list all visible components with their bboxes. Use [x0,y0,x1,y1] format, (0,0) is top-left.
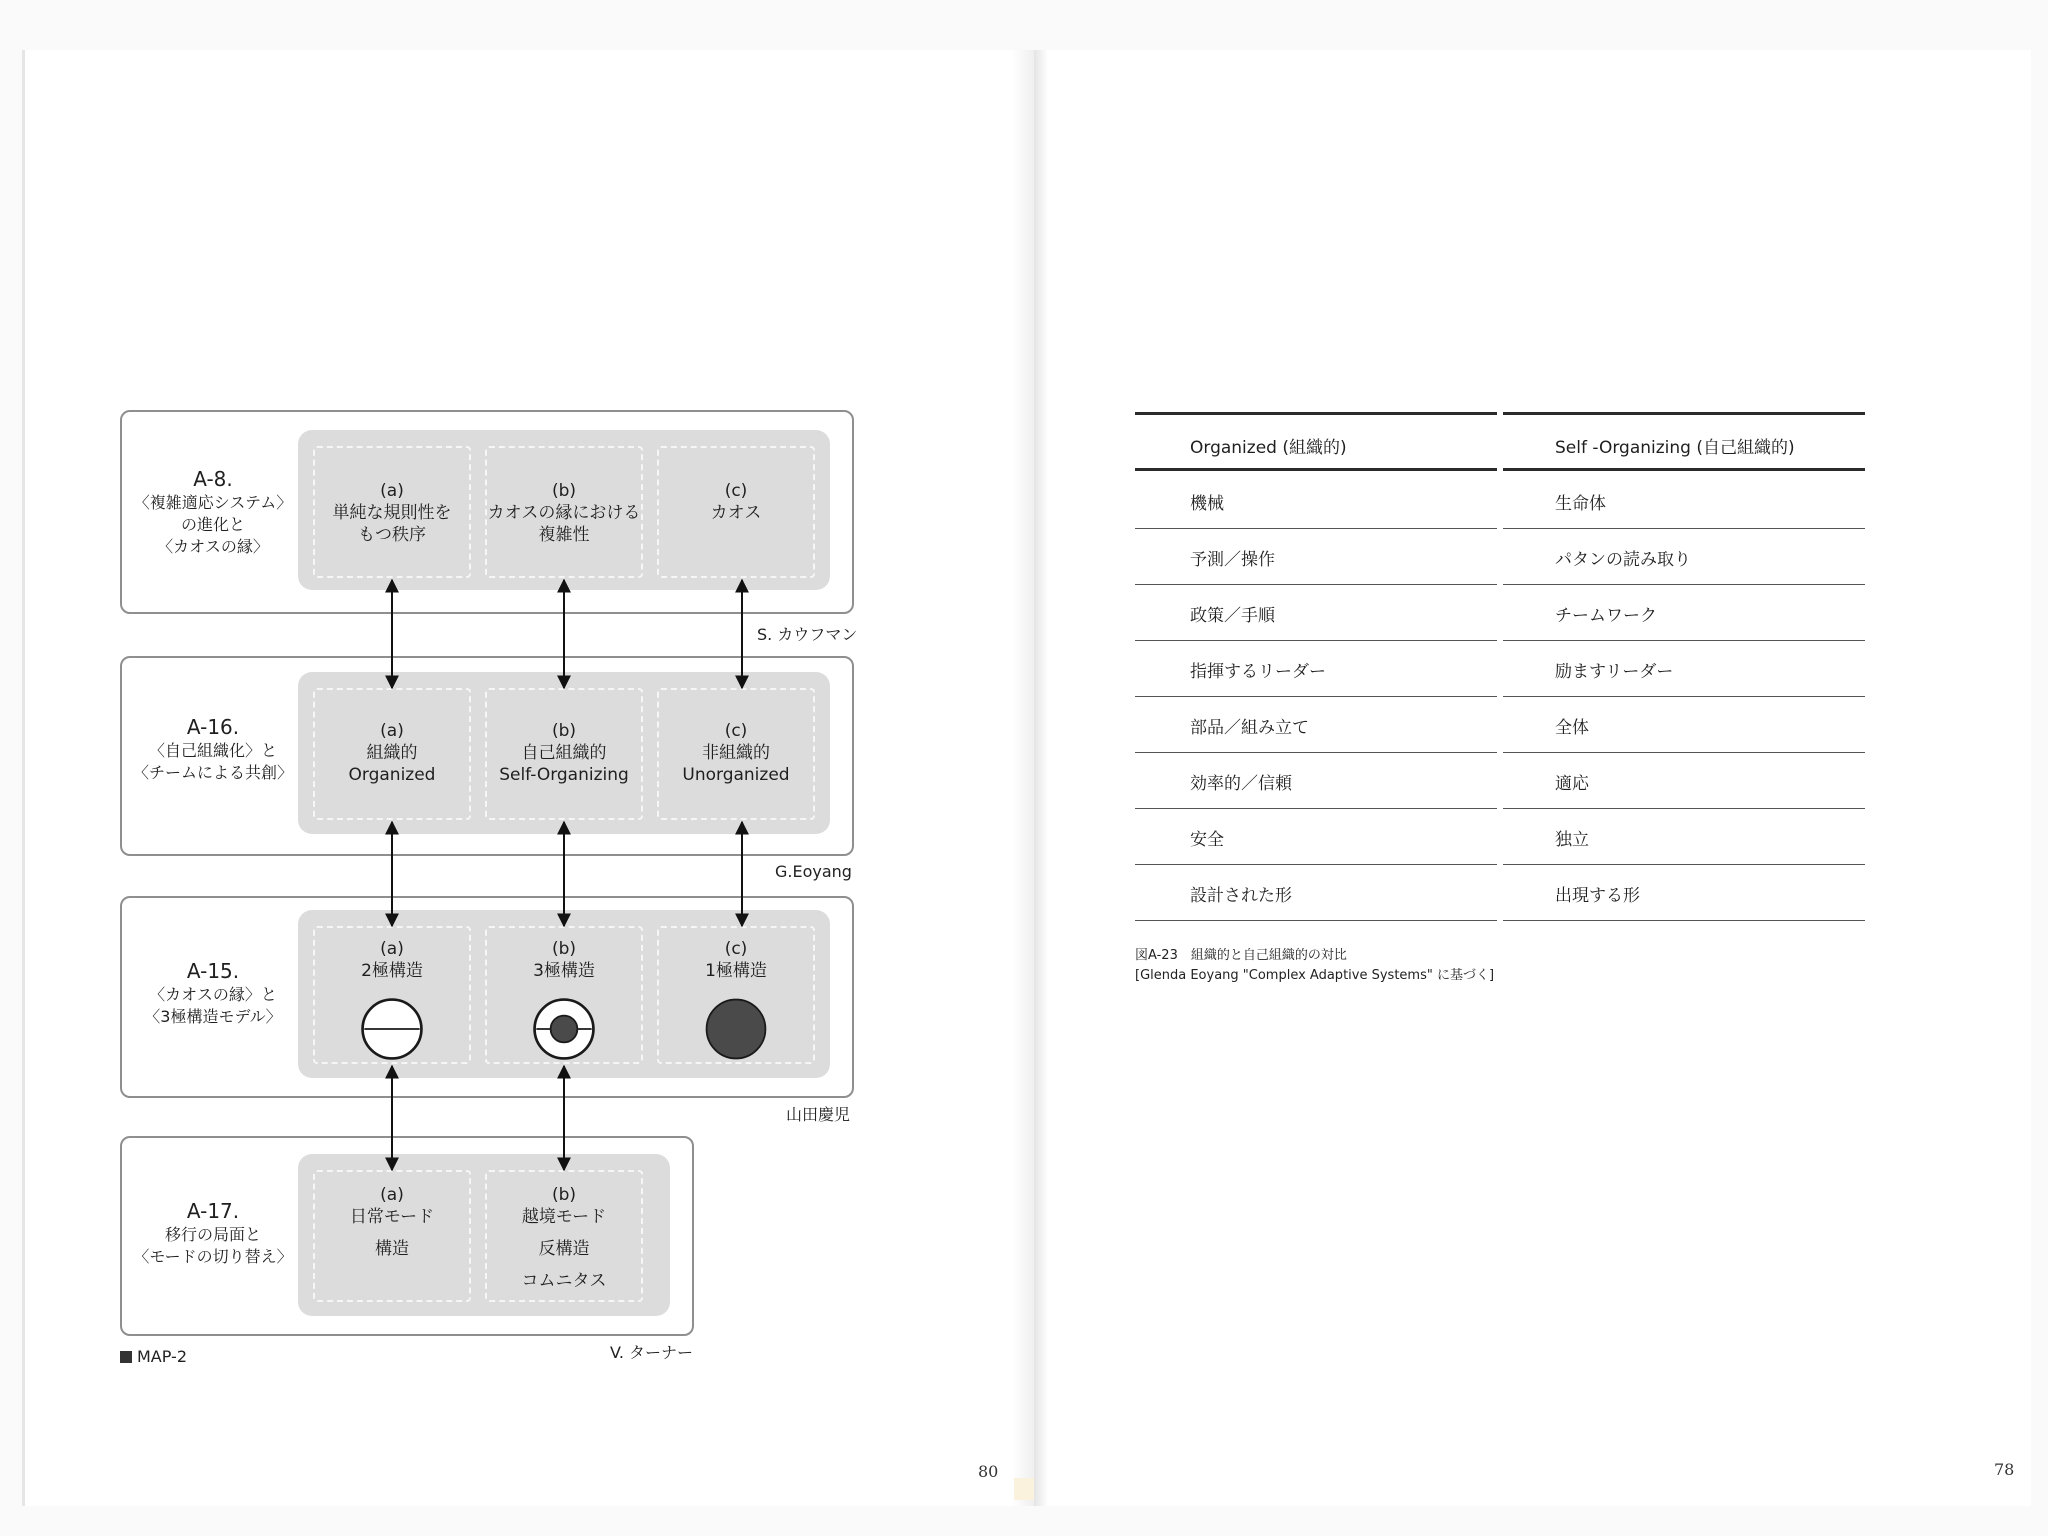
gutter-shadow-right [1034,50,1048,1506]
connector-arrows [0,0,1010,1456]
table-top-rule-col2 [1503,412,1865,415]
cell-text: 複雑性 [538,525,590,545]
table-cell: パタンの読み取り [1555,550,1691,570]
table-cell: 励ますリーダー [1555,662,1674,682]
square-bullet-icon [120,1351,132,1363]
table-cell: 独立 [1555,830,1589,850]
row-title-line: 〈3極構造モデル〉 [144,1007,282,1026]
credit-a17: V. ターナー [610,1343,694,1362]
cell-text: 越境モード [521,1207,607,1227]
cell-text: もつ秩序 [358,525,426,545]
cell-key: (c) [724,721,748,741]
cell-text: 2極構造 [361,961,423,981]
table-row [1135,808,1865,864]
table-row [1135,864,1865,920]
gutter-mark [1014,1478,1034,1500]
table-row [1135,528,1865,584]
row-code: A-8. [193,467,233,491]
row-title-line: 〈チームによる共創〉 [132,763,293,782]
table-cell: チームワーク [1555,606,1657,626]
cell-key: (c) [724,939,748,959]
cell-text: Organized [348,765,436,785]
cell-text: カオスの縁における [487,503,641,523]
table-row [1135,584,1865,640]
caption-title: 図A-23 組織的と自己組織的の対比 [1135,948,1347,963]
cell-key: (a) [380,939,404,959]
cell-text: 反構造 [538,1239,590,1259]
cell-key: (a) [380,481,404,501]
table-header-row [1135,416,1865,472]
page-number-right: 78 [1994,1460,2015,1479]
table-row [1135,472,1865,528]
row-title-line: 〈カオスの縁〉と [149,985,277,1004]
table-cell: 設計された形 [1190,886,1292,906]
table-cell: 指揮するリーダー [1190,662,1326,682]
map-label [120,1347,187,1366]
row-title-line: 〈モードの切り替え〉 [133,1247,293,1266]
table-cell: 出現する形 [1555,886,1640,906]
cell-key: (b) [551,939,577,959]
table-cell: 全体 [1555,718,1589,738]
cell-text: 組織的 [366,743,418,763]
cell-text: Self-Organizing [499,765,629,785]
row-title-line: の進化と [180,515,245,534]
cell-key: (b) [551,721,577,741]
table-cell: 政策／手順 [1190,606,1275,626]
cell-text: 構造 [375,1239,409,1259]
credit-a15: 山田慶児 [786,1105,851,1124]
table-header-rule-col2 [1503,468,1865,471]
table-row [1135,696,1865,752]
cell-text: カオス [710,503,762,523]
table-cell: 部品／組み立て [1190,718,1309,738]
row-title-line: 〈自己組織化〉と [148,741,277,760]
table-cell: 効率的／信頼 [1190,774,1292,794]
row-code: A-16. [186,715,240,739]
row-code: A-17. [186,1199,240,1223]
table-top-rule-col1 [1135,412,1497,415]
row-code: A-15. [186,959,240,983]
cell-text: 非組織的 [702,743,770,763]
table-cell: 生命体 [1555,494,1606,514]
cell-key: (b) [551,481,577,501]
cell-text: 3極構造 [533,961,595,981]
cell-text: 日常モード [349,1207,435,1227]
table-bottom-rule [1503,920,1865,921]
cell-text: コムニタス [521,1271,607,1291]
caption-source: [Glenda Eoyang "Complex Adaptive Systems" に基づく] [1135,968,1495,983]
table-header-organized: Organized (組織的) [1190,438,1347,458]
credit-a8: S. カウフマン [757,625,858,644]
table-row [1135,752,1865,808]
cell-text: 自己組織的 [521,743,607,763]
table-cell: 機械 [1190,494,1224,514]
credit-a16: G.Eoyang [775,862,852,881]
page-number-left: 80 [978,1462,999,1481]
table-header-self-organizing: Self -Organizing (自己組織的) [1555,438,1795,458]
map-label-text: MAP-2 [137,1347,187,1366]
row-title-line: 〈カオスの縁〉 [157,537,269,556]
cell-key: (c) [724,481,748,501]
table-cell: 安全 [1190,830,1224,850]
map-diagram [0,0,1010,1481]
row-title-line: 移行の局面と [164,1225,261,1244]
table-row [1135,640,1865,696]
cell-key: (a) [380,721,404,741]
cell-text: Unorganized [682,765,790,785]
row-title-line: 〈複雑適応システム〉 [133,493,293,512]
gutter-shadow-left [1012,50,1034,1506]
table-header-rule-col1 [1135,468,1497,471]
cell-key: (a) [380,1185,404,1205]
cell-key: (b) [551,1185,577,1205]
cell-text: 単純な規則性を [332,503,452,523]
figure-caption [1135,946,1494,986]
table-bottom-rule [1135,920,1497,921]
table-cell: 適応 [1555,774,1589,794]
table-cell: 予測／操作 [1190,550,1275,570]
cell-text: 1極構造 [705,961,767,981]
